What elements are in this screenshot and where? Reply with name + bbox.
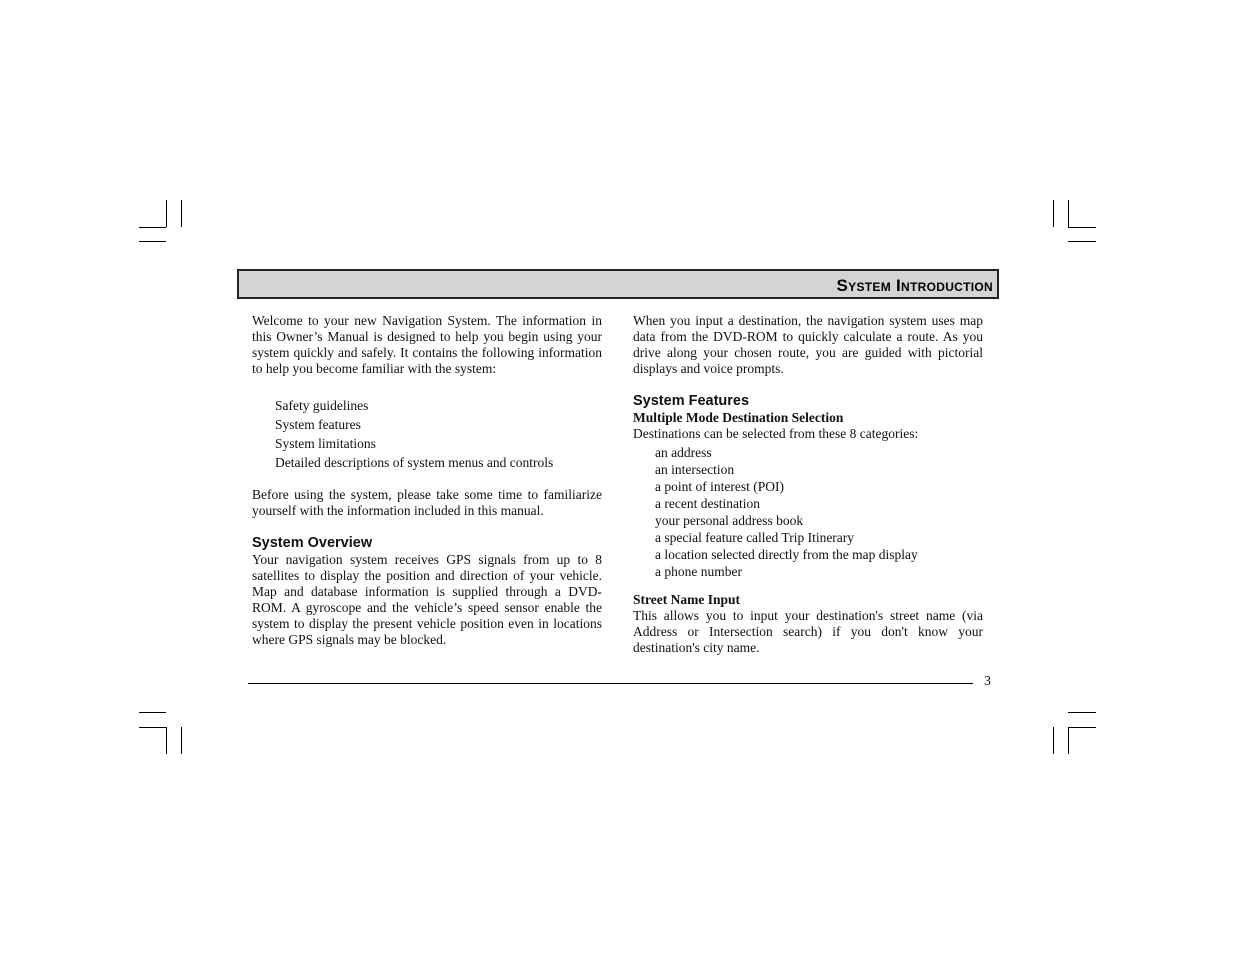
right-column	[633, 313, 983, 656]
list-item: an address	[655, 445, 712, 460]
list-item: a point of interest (POI)	[655, 479, 784, 494]
section-header-bar	[237, 269, 999, 299]
list-item: System features	[275, 417, 361, 432]
multi-mode-heading: Multiple Mode Destination Selection	[633, 410, 844, 425]
route-paragraph: When you input a destination, the navigation system uses map data from the DVD-ROM to quickly calculate a route. As you drive along your chosen route, you are guided with pictorial displays and voice prompts.	[633, 313, 983, 376]
list-item: a special feature called Trip Itinerary	[655, 530, 855, 545]
intro-paragraph: Welcome to your new Navigation System. The information in this Owner’s Manual is designed to help you begin using your system quickly and safely. It contains the following information to help you become familiar with the system:	[252, 313, 602, 376]
list-item: Detailed descriptions of system menus and controls	[275, 455, 554, 470]
multi-mode-paragraph: Destinations can be selected from these 8 categories:	[633, 426, 919, 441]
before-paragraph: Before using the system, please take some time to familiarize yourself with the information included in this manual.	[252, 487, 602, 518]
street-name-paragraph: This allows you to input your destination's street name (via Address or Intersection search) if you don't know your destination's city name.	[633, 608, 983, 655]
overview-paragraph: Your navigation system receives GPS signals from up to 8 satellites to display the position and direction of your vehicle. Map and database information is supplied through a DVD-ROM. A gyroscope and the vehicle’s speed sensor enable the system to display the present vehicle position even in locations where GPS signals may be blocked.	[252, 552, 602, 647]
list-item: a location selected directly from the map display	[655, 547, 918, 562]
footer-rule	[248, 683, 973, 684]
left-column	[252, 313, 602, 648]
list-item: a recent destination	[655, 496, 760, 511]
section-title: System Introduction	[836, 276, 993, 295]
street-name-heading: Street Name Input	[633, 592, 740, 607]
list-item: your personal address book	[655, 513, 804, 528]
category-list	[655, 444, 983, 580]
features-heading: System Features	[633, 393, 750, 409]
list-item: System limitations	[275, 436, 376, 451]
overview-heading: System Overview	[252, 535, 373, 551]
list-item: Safety guidelines	[275, 398, 369, 413]
list-item: an intersection	[655, 462, 735, 477]
page-number: 3	[984, 674, 991, 689]
list-item: a phone number	[655, 564, 742, 579]
contents-list	[275, 396, 602, 472]
